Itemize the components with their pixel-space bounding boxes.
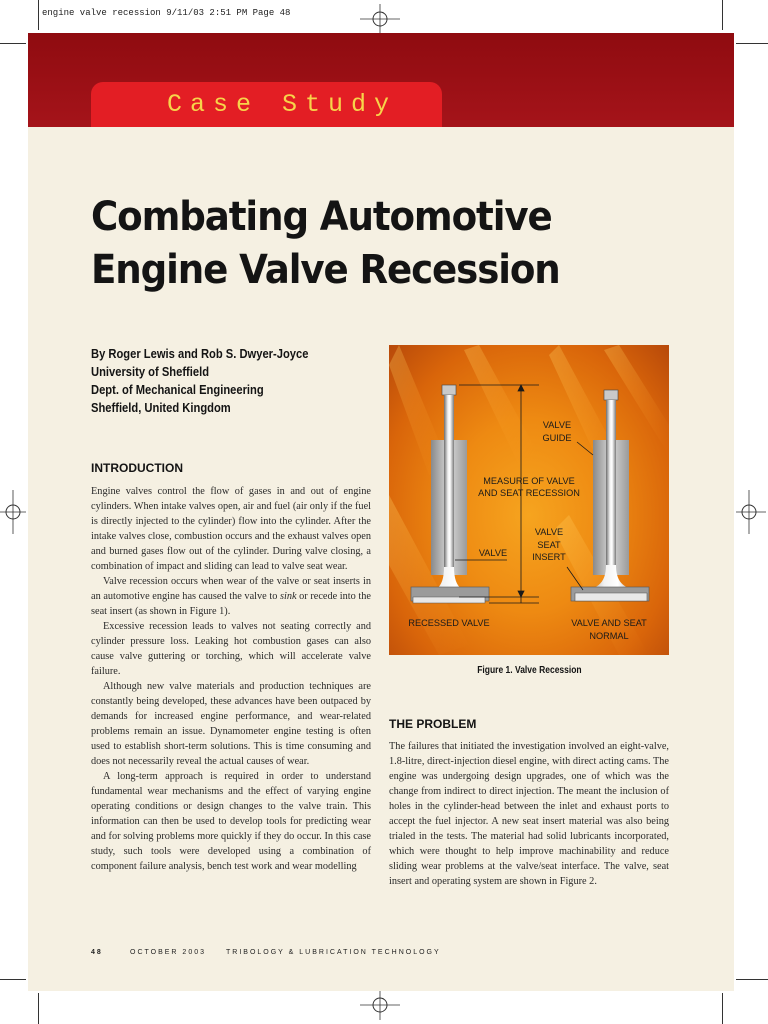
registration-mark-icon <box>360 990 400 1020</box>
label-valve: VALVE <box>478 548 508 558</box>
byline-authors: By Roger Lewis and Rob S. Dwyer-Joyce <box>91 346 309 361</box>
issue-date: OCTOBER 2003 <box>130 949 207 956</box>
label-recessed-valve: RECESSED VALVE <box>408 618 490 628</box>
problem-paragraph: The failures that initiated the investigation involved an eight-valve, 1.8-litre, direct-injection diesel engine, with direct acting cams. The engine was undergoing design upgrades, one of which was the change from indirect to direct injection. The meant the inclusion of holes in the cylinder-head between the inlet and exhaust ports to accept the fuel injector. A new seat insert material was also being trialed in the tests. The material had solid lubricants incorporated, which were thought to help improve machinability and reduce sliding wear problems at the valve/seat interface. The valve, seat insert and operating system are shown in Figure 2. <box>389 741 669 887</box>
introduction-text <box>91 484 371 874</box>
intro-paragraph: Engine valves control the flow of gases in and out of engine cylinders. When intake valves open, air and fuel (air only if the fuel is directly injected to the cylinder) flow into the cylinder. After the intake valves close, combustion occurs and the exhaust valves open and burned gases flow out of the cylinder. During valve closing, a combination of impact and sliding can lead to valve seat wear. <box>91 486 371 572</box>
registration-mark-icon <box>736 490 766 534</box>
label-seat-insert: VALVE <box>534 527 564 537</box>
label-seat-insert: SEAT <box>537 540 561 550</box>
byline-location: Sheffield, United Kingdom <box>91 400 231 415</box>
intro-paragraph <box>91 574 371 619</box>
magazine-page <box>28 33 734 991</box>
crop-mark <box>38 993 39 1024</box>
byline-university: University of Sheffield <box>91 364 210 379</box>
case-study-label: Case Study <box>167 90 398 119</box>
figure-caption <box>389 665 669 676</box>
byline-department: Dept. of Mechanical Engineering <box>91 382 264 397</box>
introduction-heading: INTRODUCTION <box>91 461 183 475</box>
case-study-tab <box>91 82 442 127</box>
crop-mark <box>38 0 39 30</box>
article-title <box>91 191 649 297</box>
crop-mark <box>722 993 723 1024</box>
author-byline <box>91 345 381 417</box>
intro-text-run: Valve recession occurs when wear of the valve or seat inserts in an automotive engine has caused the valve to <box>91 576 371 602</box>
title-line-2: Engine Valve Recession <box>91 247 560 293</box>
registration-mark-icon <box>360 4 400 34</box>
print-slug: engine valve recession 9/11/03 2:51 PM Page 48 <box>42 8 291 18</box>
valve-recession-figure <box>389 345 669 655</box>
title-line-1: Combating Automotive <box>91 194 552 240</box>
caption-text: Figure 1. Valve Recession <box>476 665 582 676</box>
crop-mark <box>736 979 768 980</box>
intro-emphasis: sink <box>279 591 297 602</box>
label-valve-guide: VALVE <box>542 420 572 430</box>
intro-paragraph: Excessive recession leads to valves not seating correctly and cylinder pressure loss. Leaking hot combustion gases can also cause valve guttering or torching, which will accelerate valve failure. <box>91 621 371 677</box>
crop-mark <box>736 43 768 44</box>
crop-mark <box>722 0 723 30</box>
intro-paragraph: Although new valve materials and production techniques are constantly being developed, these advances have been outpaced by demands for increased engine performance, and wear-related problems remain an issue. Dynamometer engine testing is often used to establish short-term solutions. This is time consuming and does not necessarily reveal the actual causes of wear. <box>91 681 371 767</box>
crop-mark <box>0 979 26 980</box>
valve-diagram <box>389 345 669 655</box>
registration-mark-icon <box>0 490 26 534</box>
label-seat-insert: INSERT <box>532 552 566 562</box>
crop-mark <box>0 43 26 44</box>
label-normal: VALVE AND SEAT <box>571 618 647 628</box>
problem-heading: THE PROBLEM <box>389 717 477 731</box>
label-normal: NORMAL <box>589 631 629 641</box>
intro-paragraph: A long-term approach is required in order to understand fundamental wear mechanisms and the effect of varying engine operating conditions or design changes to the valve train. This information can then be used to develop tools for predicting wear and for solving problems more quickly if they do occur. In this case study, such tools were developed using a combination of component failure analysis, bench test work and wear modelling <box>91 771 371 872</box>
label-valve-guide: GUIDE <box>542 433 572 443</box>
page-number: 48 <box>91 949 103 956</box>
problem-text <box>389 739 669 889</box>
label-measure: AND SEAT RECESSION <box>478 488 580 498</box>
publication-name: TRIBOLOGY & LUBRICATION TECHNOLOGY <box>226 949 441 956</box>
label-measure: MEASURE OF VALVE <box>483 476 575 486</box>
intro-text-run: or recede into the seat insert (as shown in Figure 1). <box>91 591 371 617</box>
